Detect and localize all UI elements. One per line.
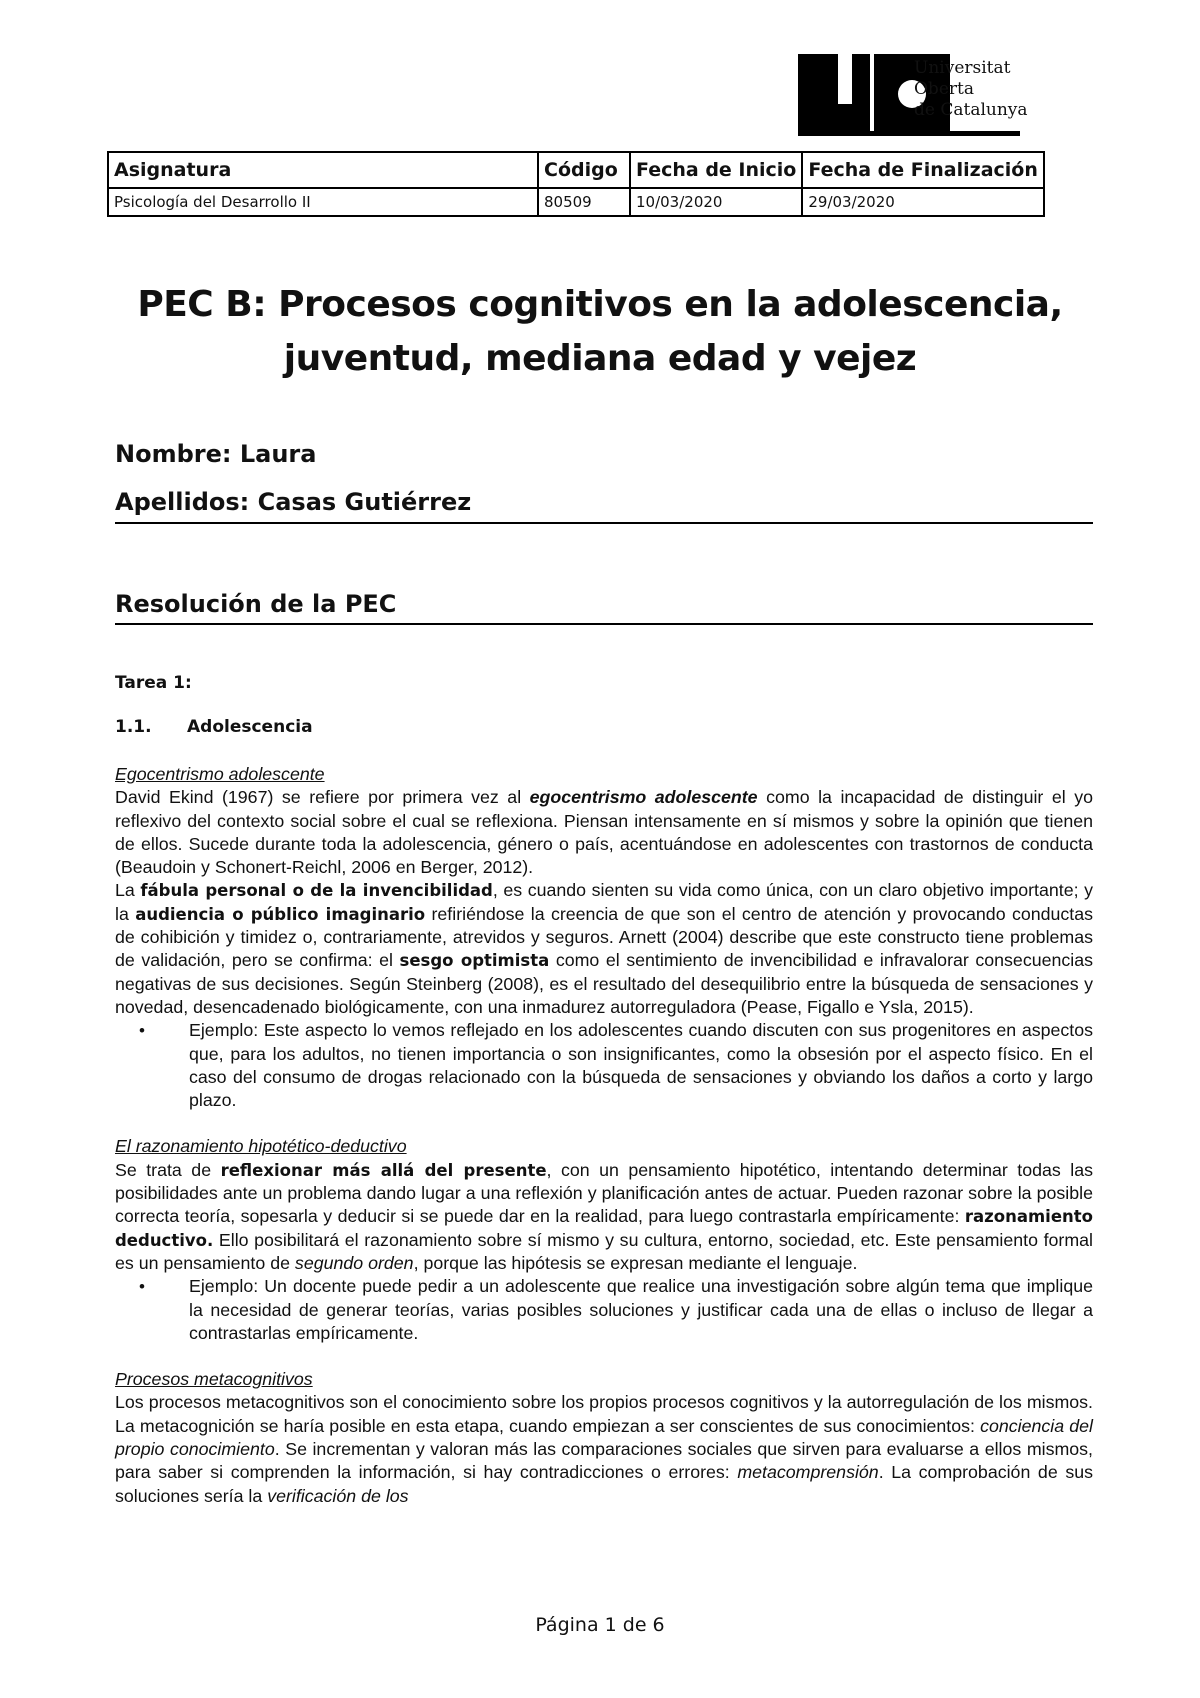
value-codigo: 80509 xyxy=(538,188,630,216)
example-list xyxy=(115,1275,1093,1345)
metacognitivos-heading: Procesos metacognitivos xyxy=(115,1369,313,1390)
list-item: • Ejemplo: Este aspecto lo vemos reflejado en los adolescentes cuando discuten con sus progenitores en aspectos que, para los adultos, no tienen importancia o son insignificantes, como la obsesión por el aspecto físico. En el caso del consumo de drogas relacionado con la búsqueda de sensaciones y obviando los daños a corto y largo plazo. xyxy=(189,1019,1093,1112)
student-surname: Apellidos: Casas Gutiérrez xyxy=(115,488,472,516)
paragraph: La fábula personal o de la invencibilidad, es cuando sienten su vida como única, con un claro objetivo importante; y la audiencia o público imaginario refiriéndose la creencia de que son el centro de atención y provocando conductas de cohibición y timidez o, contrariamente, atrevidos y seguros. Arnett (2004) describe que este constructo tiene problemas de validación, pero se confirma: el sesgo optimista como el sentimiento de invencibilidad e infravalorar consecuencias negativas de sus decisiones. Según Steinberg (2008), es el resultado del desequilibrio entre la búsqueda de sensaciones y novedad, desencadenado biológicamente, con una inmadurez autorreguladora (Pease, Figallo e Ysla, 2015). xyxy=(115,880,1093,1017)
razonamiento-heading: El razonamiento hipotético-deductivo xyxy=(115,1136,407,1157)
header-fecha-final: Fecha de Finalización xyxy=(802,152,1044,188)
value-fecha-final: 29/03/2020 xyxy=(802,188,1044,216)
page-number: Página 1 de 6 xyxy=(535,1614,665,1636)
course-info-table xyxy=(107,151,1045,217)
paragraph: Los procesos metacognitivos son el conocimiento sobre los propios procesos cognitivos y la autorregulación de los mismos. La metacognición se haría posible en esta etapa, cuando empiezan a ser conscientes de sus conocimientos: conciencia del propio conocimiento. Se incrementan y valoran más las comparaciones sociales que sirven para evaluarse a ellos mismos, para saber si comprenden la información, si hay contradicciones o errores: metacomprensión. La comprobación de sus soluciones sería la verificación de los xyxy=(115,1392,1094,1506)
title-line-1: PEC B: Procesos cognitivos en la adolescencia, xyxy=(137,284,1063,325)
header-asignatura: Asignatura xyxy=(108,152,538,188)
task-heading: Tarea 1: xyxy=(115,673,192,693)
list-item: • Ejemplo: Un docente puede pedir a un adolescente que realice una investigación sobre algún tema que implique la necesidad de generar teorías, varias posibles soluciones y justificar cada una de ellas o incluso de llegar a contrastarlas empíricamente. xyxy=(189,1275,1093,1345)
table-header-row xyxy=(108,152,1044,188)
paragraph: David Ekind (1967) se refiere por primera vez al egocentrismo adolescente como la incapacidad de distinguir el yo reflexivo del contexto social sobre el cual se reflexiona. Piensan intensamente en sí mismos y sobre la opinión que tienen de ellos. Sucede durante toda la adolescencia, género o país, acentuándose en adolescentes con trastornos de conducta (Beaudoin y Schonert-Reichl, 2006 en Berger, 2012). xyxy=(115,787,1093,878)
institution-name xyxy=(914,58,1028,121)
subsection-title: Adolescencia xyxy=(187,717,313,737)
section-heading: Resolución de la PEC xyxy=(115,590,397,618)
student-name: Nombre: Laura xyxy=(115,440,317,468)
institution-line-2: Oberta xyxy=(914,79,974,99)
example-list xyxy=(115,1019,1093,1112)
header-fecha-inicio: Fecha de Inicio xyxy=(630,152,802,188)
document-title xyxy=(100,278,1100,386)
value-fecha-inicio: 10/03/2020 xyxy=(630,188,802,216)
institution-line-1: Universitat xyxy=(914,58,1011,78)
value-asignatura: Psicología del Desarrollo II xyxy=(108,188,538,216)
egocentrismo-heading: Egocentrismo adolescente xyxy=(115,764,325,784)
subsection-number: 1.1. xyxy=(115,717,152,737)
body-text xyxy=(115,763,1093,1508)
header-codigo: Código xyxy=(538,152,630,188)
divider xyxy=(115,623,1093,625)
logo-underline xyxy=(798,131,1020,136)
divider xyxy=(115,522,1093,524)
institution-line-3: de Catalunya xyxy=(914,100,1028,120)
title-line-2: juventud, mediana edad y vejez xyxy=(283,338,917,379)
paragraph: Se trata de reflexionar más allá del presente, con un pensamiento hipotético, intentando determinar todas las posibilidades ante un problema dando lugar a una reflexión y planificación antes de actuar. Pueden razonar sobre la posible correcta teoría, sopesarla y deducir si se puede dar en la realidad, para luego contrastarla empíricamente: razonamiento deductivo. Ello posibilitará el razonamiento sobre sí mismo y su cultura, entorno, sociedad, etc. Este pensamiento formal es un pensamiento de segundo orden, porque las hipótesis se expresan mediante el lenguaje. xyxy=(115,1159,1093,1273)
table-row xyxy=(108,188,1044,216)
